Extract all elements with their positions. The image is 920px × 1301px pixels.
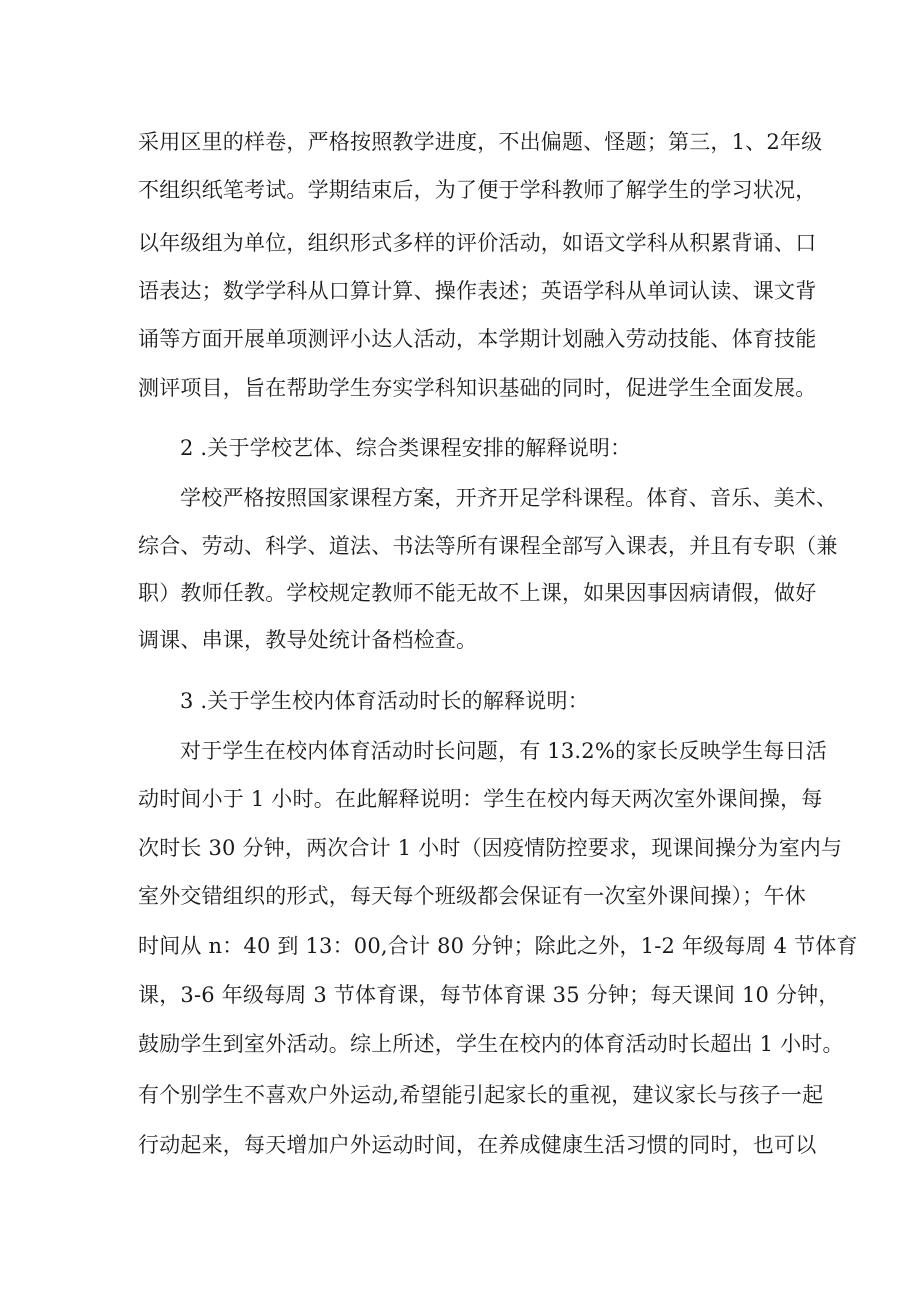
text-line: 次时长 30 分钟，两次合计 1 小时（因疫情防控要求，现课间操分为室内与 bbox=[138, 836, 843, 860]
section-heading: 3 .关于学生校内体育活动时长的解释说明： bbox=[180, 689, 589, 713]
text-line: 采用区里的样卷，严格按照教学进度，不出偏题、怪题；第三，1、2年级 bbox=[138, 130, 823, 154]
text-line: 综合、劳动、科学、道法、书法等所有课程全部写入课表，并且有专职（兼 bbox=[138, 534, 838, 558]
text-line: 不组织纸笔考试。学期结束后，为了便于学科教师了解学生的学习状况， bbox=[138, 178, 817, 202]
text-line: 诵等方面开展单项测评小达人活动，本学期计划融入劳动技能、体育技能 bbox=[138, 327, 817, 351]
text-line: 课，3-6 年级每周 3 节体育课，每节体育课 35 分钟；每天课间 10 分钟， bbox=[138, 983, 840, 1007]
text-line: 学校严格按照国家课程方案，开齐开足学科课程。体育、音乐、美术、 bbox=[180, 486, 838, 510]
text-line: 职）教师任教。学校规定教师不能无故不上课，如果因事因病请假，做好 bbox=[138, 581, 817, 605]
text-line: 行动起来，每天增加户外运动时间，在养成健康生活习惯的同时，也可以 bbox=[138, 1133, 817, 1157]
text-line: 测评项目，旨在帮助学生夯实学科知识基础的同时，促进学生全面发展。 bbox=[138, 376, 817, 400]
text-line: 室外交错组织的形式，每天每个班级都会保证有一次室外课间操）；午休 bbox=[138, 884, 806, 908]
text-line: 鼓励学生到室外活动。综上所述，学生在校内的体育活动时长超出 1 小时。 bbox=[138, 1032, 844, 1056]
text-line: 时间从 n：40 到 13：00,合计 80 分钟；除此之外，1-2 年级每周 4 节体育 bbox=[138, 934, 858, 958]
section-heading: 2 .关于学校艺体、综合类课程安排的解释说明： bbox=[180, 436, 632, 460]
text-line: 以年级组为单位，组织形式多样的评价活动，如语文学科从积累背诵、口 bbox=[138, 231, 817, 255]
text-line: 语表达；数学学科从口算计算、操作表述；英语学科从单词认读、课文背 bbox=[138, 279, 817, 303]
text-line: 调课、串课，教导处统计备档检查。 bbox=[138, 628, 478, 652]
text-line: 动时间小于 1 小时。在此解释说明：学生在校内每天两次室外课间操，每 bbox=[138, 787, 823, 811]
text-line: 对于学生在校内体育活动时长问题，有 13.2%的家长反映学生每日活 bbox=[180, 739, 827, 763]
text-line: 有个别学生不喜欢户外运动,希望能引起家长的重视，建议家长与孩子一起 bbox=[138, 1083, 824, 1107]
